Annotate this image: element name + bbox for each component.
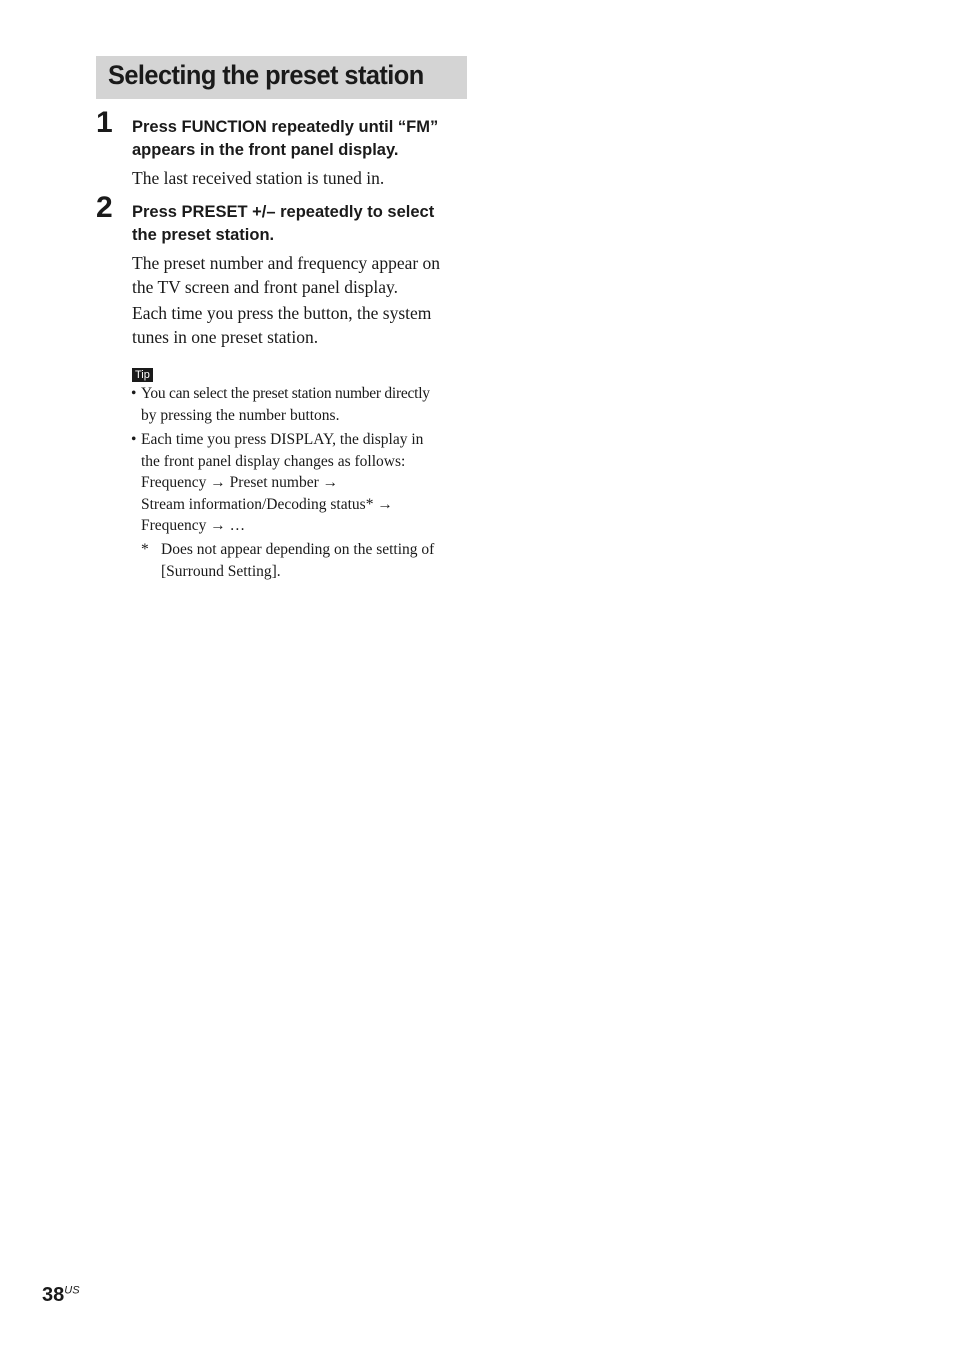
tip-item-2 [131, 429, 471, 537]
page-number-value: 38 [42, 1284, 65, 1306]
step-1-heading [132, 116, 472, 162]
section-header [96, 56, 467, 99]
display-sequence-line-2 [131, 494, 471, 516]
arrow-right-icon: → [210, 517, 226, 534]
page-number [42, 1284, 80, 1307]
tip-item-2-line-2: the front panel display changes as follows: [141, 452, 406, 470]
sequence-frequency-repeat: Frequency [141, 517, 207, 534]
tip-item-1-line-2: by pressing the number buttons. [141, 406, 340, 424]
step-1-number: 1 [96, 106, 113, 139]
tip-badge: Tip [132, 368, 153, 382]
footnote [131, 539, 471, 582]
tip-item-1-line-1: • You can select the preset station number directly [131, 383, 471, 405]
step-2-body-line-2: the TV screen and front panel display. [132, 277, 398, 297]
sequence-preset-number: Preset number [229, 474, 319, 491]
section-title: Selecting the preset station [108, 60, 424, 90]
sequence-stream-information: Stream information/Decoding status* [141, 495, 374, 513]
display-sequence-line-1 [131, 472, 471, 494]
step-2-body-line-1: The preset number and frequency appear on [132, 253, 441, 273]
arrow-right-icon: → [210, 474, 226, 491]
step-2-heading [132, 201, 472, 247]
sequence-ellipsis: … [229, 517, 246, 534]
step-2-body-line-3: Each time you press the button, the system [132, 303, 432, 323]
step-1-heading-line-1: Press FUNCTION repeatedly until “FM” [132, 118, 439, 136]
asterisk-marker: * [141, 541, 149, 558]
step-1-body-line-1: The last received station is tuned in. [132, 168, 385, 188]
step-2-number: 2 [96, 191, 113, 224]
arrow-right-icon: → [322, 474, 339, 491]
step-1-heading-line-2: appears in the front panel display. [132, 141, 399, 159]
bullet-icon: • [131, 385, 137, 402]
bullet-icon: • [131, 431, 137, 448]
tip-item-1 [131, 383, 471, 426]
step-2-heading-line-1: Press PRESET +/– repeatedly to select [132, 203, 435, 221]
footnote-line-1: * Does not appear depending on the setting of [131, 539, 471, 561]
tip-item-2-line-1: • Each time you press DISPLAY, the display in [131, 429, 471, 451]
step-1-body [132, 166, 472, 190]
step-2-body-line-4: tunes in one preset station. [132, 327, 319, 347]
arrow-right-icon: → [377, 495, 393, 513]
step-2-heading-line-2: the preset station. [132, 226, 275, 244]
footnote-line-2: [Surround Setting]. [161, 562, 281, 580]
step-2-body [132, 251, 472, 349]
page-region-suffix: US [64, 1284, 80, 1297]
sequence-frequency: Frequency [141, 474, 207, 491]
display-sequence-line-3 [131, 515, 471, 537]
